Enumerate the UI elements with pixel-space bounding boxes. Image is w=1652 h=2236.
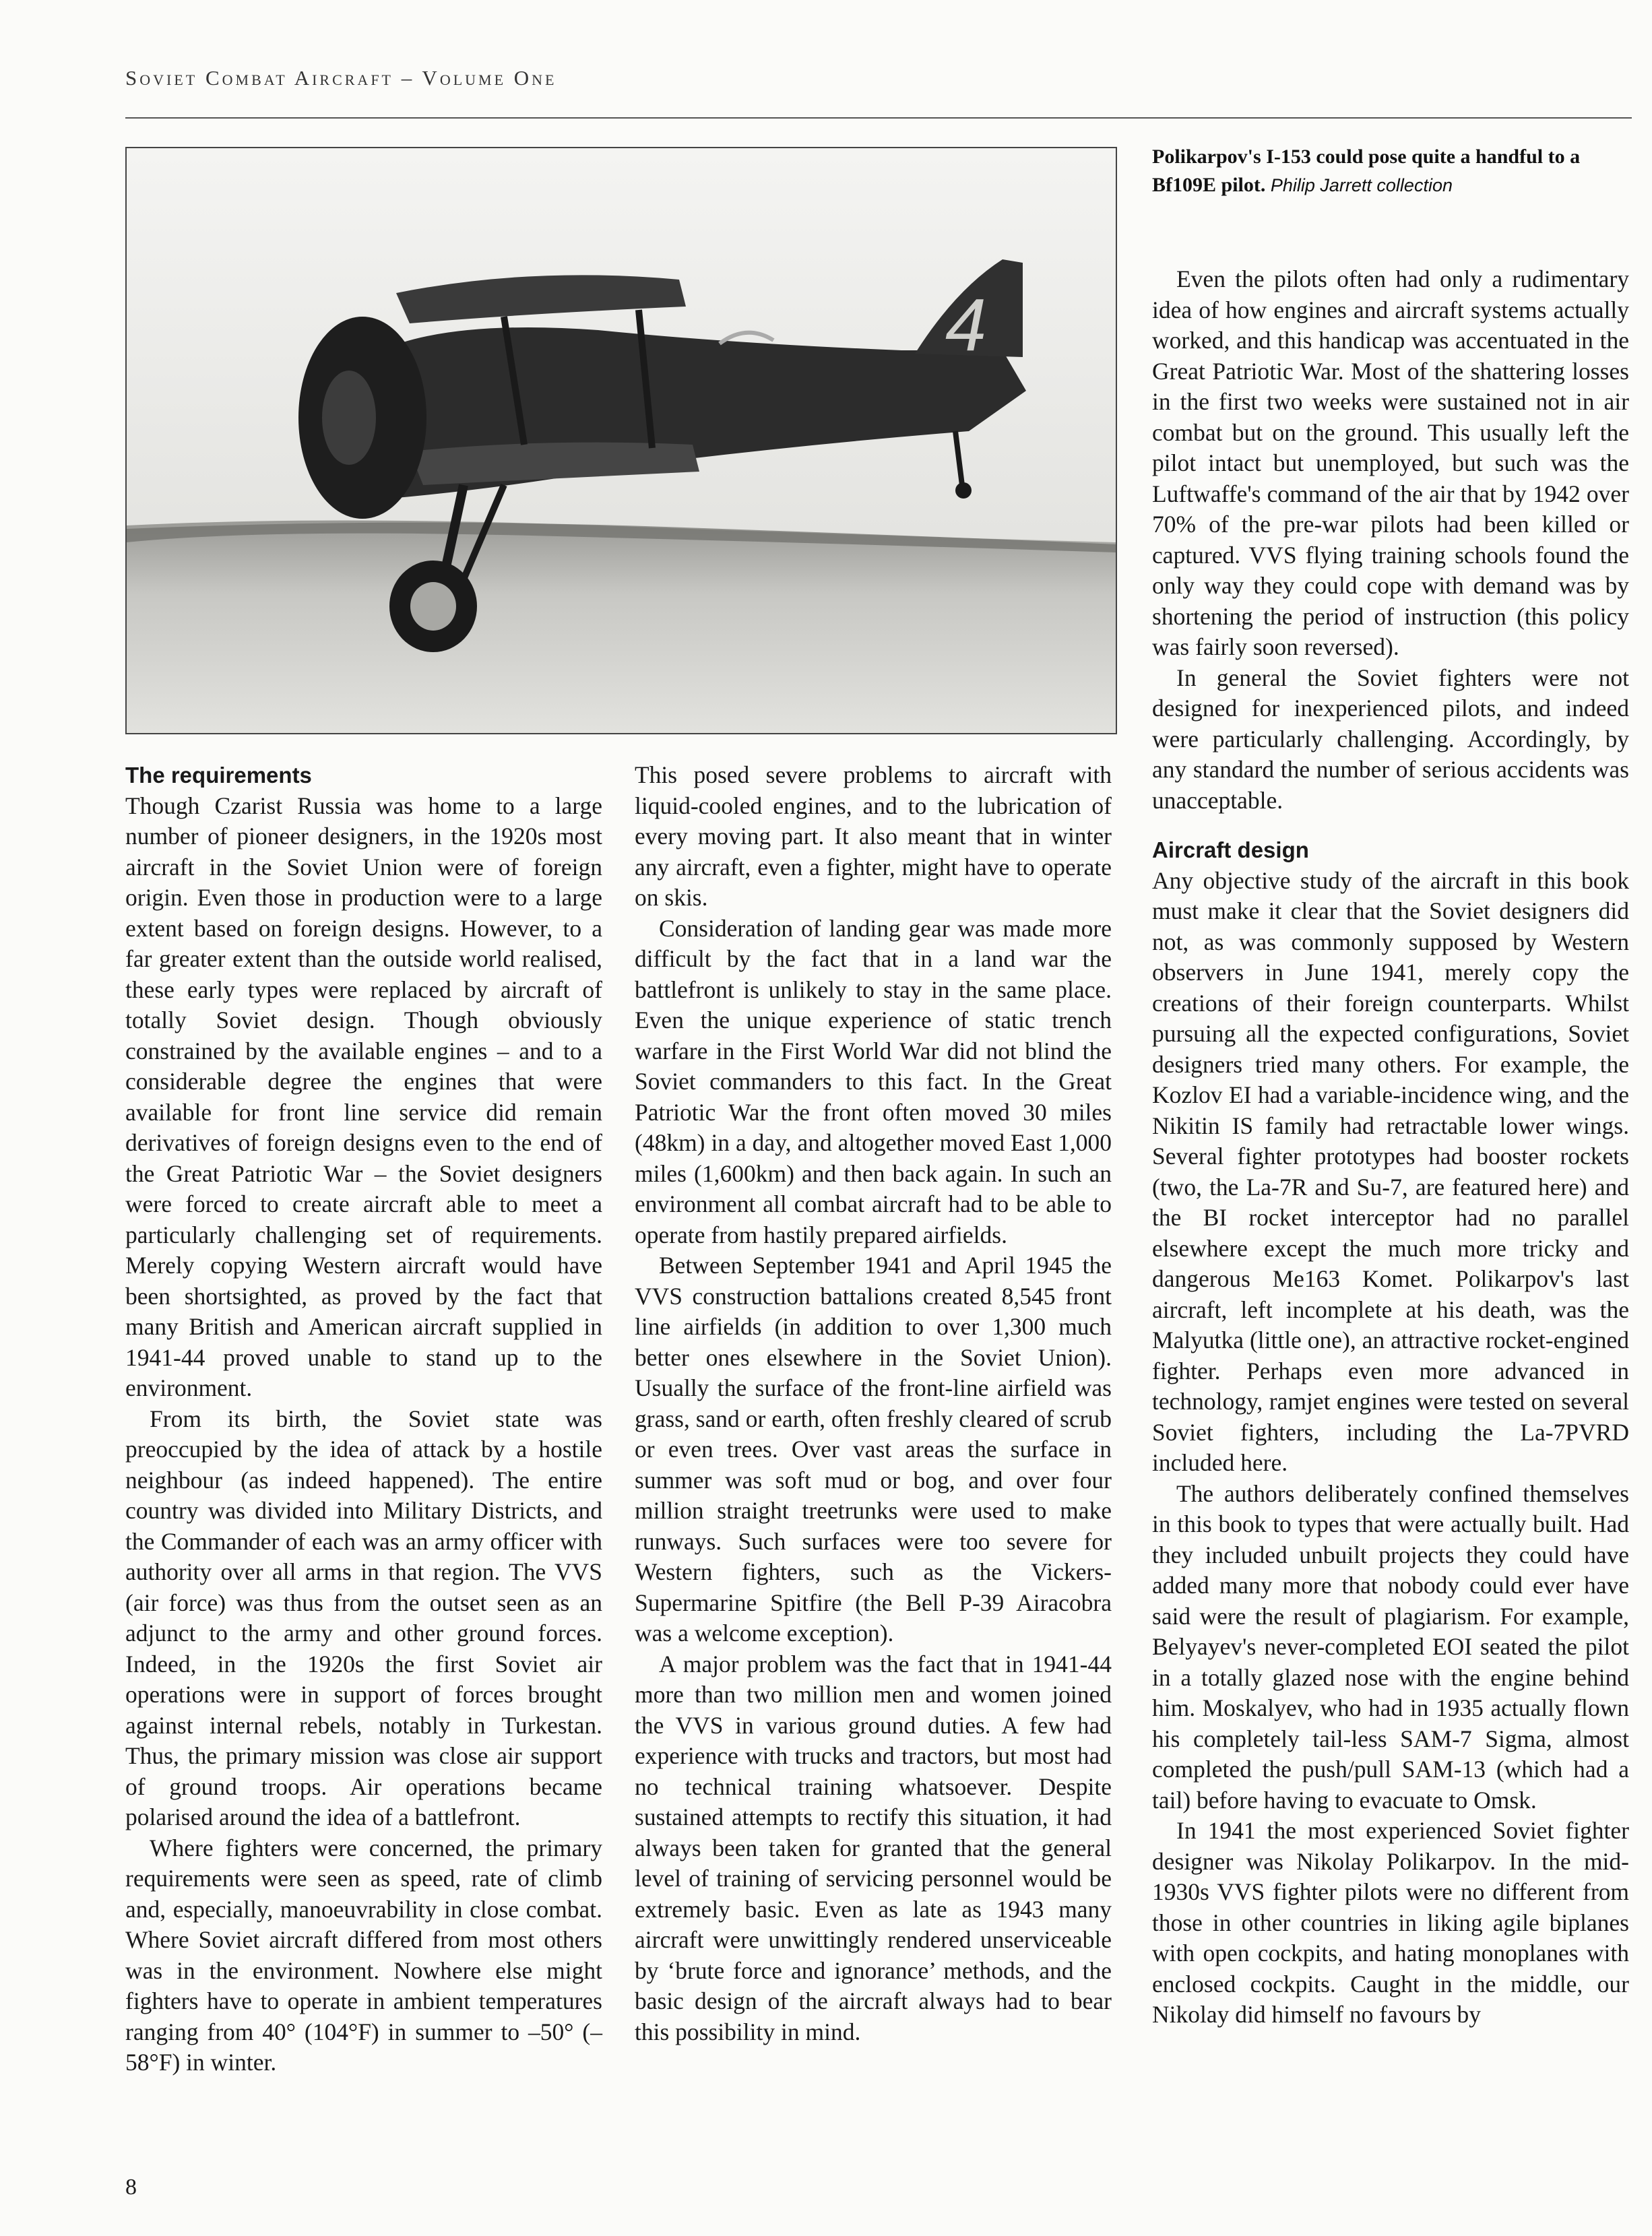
header-rule [125, 117, 1632, 119]
paragraph: A major problem was the fact that in 1941-44 more than two million men and women joined the VVS in various ground duties. A few had experience with trucks and tractors, but most had no technical training whatsoever. Despite sustained attempts to rectify this situation, it had always been taken for granted that the general level of training of servicing personnel would be extremely basic. Even as late as 1943 many aircraft were unwittingly rendered unserviceable by ‘brute force and ignorance’ methods, and the basic design of the aircraft always had to bear this possibility in mind. [635, 1650, 1112, 2045]
section-heading-aircraft-design: Aircraft design [1152, 837, 1309, 862]
paragraph: Though Czarist Russia was home to a large number of pioneer designers, in the 1920s most aircraft in the Soviet Union were of foreign origin. Even those in production were to a large extent based on foreign designs. However, to a far greater extent than the outside world realised, these early types were replaced by aircraft of totally Soviet design. Though obviously constrained by the available engines – and to a considerable degree the engines that were available for front line service did remain derivatives of foreign designs even to the end of the Great Patriotic War – the Soviet designers were forced to create aircraft able to meet a particularly challenging set of requirements. Merely copying Western aircraft would have been shortsighted, as proved by the fact that many British and American aircraft supplied in 1941-44 proved unable to stand up to the environment. [125, 792, 602, 1401]
text-column-2 [635, 760, 1112, 2047]
paragraph: The authors deliberately confined themselves in this book to types that were actually built. Had they included unbuilt projects they could have added many more that nobody could ever have said were the result of plagiarism. For example, Belyayev's never-completed EOI seated the pilot in a totally glazed nose with the engine behind him. Moskalyev, who had in 1935 actually flown his completely tail-less SAM-7 Sigma, almost completed the push/pull SAM-13 (which had a tail) before having to evacuate to Omsk. [1152, 1479, 1629, 1814]
propeller-hub [322, 371, 376, 465]
paragraph: Even the pilots often had only a rudimentary idea of how engines and aircraft systems actually worked, and this handicap was accentuated in the Great Patriotic War. Most of the shattering losses in the first two weeks were sustained not in air combat but on the ground. This usually left the pilot intact but unemployed, but such was the Luftwaffe's command of the air that by 1942 over 70% of the pre-war pilots had been killed or captured. VVS flying training schools found the only way they could cope with demand was by shortening the period of instruction (this policy was fairly soon reversed). [1152, 265, 1629, 660]
paragraph: From its birth, the Soviet state was preoccupied by the idea of attack by a hostile neighbour (as indeed happened). The entire country was divided into Military Districts, and the Commander of each was an army officer with authority over all arms in that region. The VVS (air force) was thus from the outset seen as an adjunct to the army and other ground forces. Indeed, in the 1920s the first Soviet air operations were in support of forces brought against internal rebels, notably in Turkestan. Thus, the primary mission was close air support of ground troops. Air operations became polarised around the idea of a battlefront. [125, 1405, 602, 1830]
paragraph: In 1941 the most experienced Soviet fighter designer was Nikolay Polikarpov. In the mid-1930s VVS fighter pilots were no different from those in other countries in liking agile biplanes with open cockpits, and hating monoplanes with enclosed cockpits. Caught in the middle, our Nikolay did himself no favours by [1152, 1817, 1629, 2028]
running-header: Soviet Combat Aircraft – Volume One [125, 66, 557, 90]
paragraph: Where fighters were concerned, the primary requirements were seen as speed, rate of climb and, especially, manoeuvrability in close combat. Where Soviet aircraft differed from most others was in the environment. Nowhere else might fighters have to operate in ambient temperatures ranging from 40° (104°F) in summer to –50° (–58°F) in winter. [125, 1834, 602, 2076]
paragraph: In general the Soviet fighters were not designed for inexperienced pilots, and indeed were particularly challenging. Accordingly, by any standard the number of serious accidents was unacceptable. [1152, 664, 1629, 814]
tail-number: 4 [945, 284, 987, 366]
caption-text: Polikarpov's I-153 could pose quite a handful to a Bf109E pilot. [1152, 146, 1581, 196]
i153-biplane-image [127, 148, 1116, 733]
paragraph: This posed severe problems to aircraft with liquid-cooled engines, and to the lubrication of every moving part. It also meant that in winter any aircraft, even a fighter, might have to operate on skis. [635, 761, 1112, 911]
section-heading-requirements: The requirements [125, 763, 312, 788]
aircraft-photo [125, 147, 1117, 734]
paragraph: Consideration of landing gear was made more difficult by the fact that in a land war the battlefront is unlikely to stay in the same place. Even the unique experience of static trench warfare in the First World War did not blind the Soviet commanders to this fact. In the Great Patriotic War the front often moved 30 miles (48km) in a day, and altogether moved East 1,000 miles (1,600km) and then back again. In such an environment all combat aircraft had to be able to operate from hastily prepared airfields. [635, 914, 1112, 1248]
photo-caption [1152, 143, 1630, 199]
paragraph: Between September 1941 and April 1945 the VVS construction battalions created 8,545 front line airfields (in addition to over 1,300 much better ones elsewhere in the Soviet Union). Usually the surface of the front-line airfield was grass, sand or earth, often freshly cleared of scrub or even trees. Over vast areas the surface in summer was soft mud or bog, and over four million straight treetrunks were used to make runways. Such surfaces were too severe for Western fighters, such as the Vickers-Supermarine Spitfire (the Bell P-39 Airacobra was a welcome exception). [635, 1252, 1112, 1647]
page-number: 8 [125, 2175, 137, 2200]
caption-credit: Philip Jarrett collection [1270, 175, 1453, 195]
airfield-ground [127, 521, 1116, 734]
text-column-1 [125, 760, 602, 2078]
text-column-3 [1152, 264, 1629, 2031]
paragraph: Any objective study of the aircraft in this book must make it clear that the Soviet designers did not, as was commonly supposed by Western observers in June 1941, merely copy the creations of their foreign counterparts. Whilst pursuing all the expected configurations, Soviet designers tried many others. For example, the Kozlov EI had a variable-incidence wing, and the Nikitin IS family had retractable lower wings. Several fighter prototypes had booster rockets (two, the La-7R and Su-7, are featured here) and the BI rocket interceptor had no parallel elsewhere except the much more tricky and dangerous Me163 Komet. Polikarpov's last aircraft, left incomplete at his death, was the Malyutka (little one), an attractive rocket-engined fighter. Perhaps even more advanced in technology, ramjet engines were tested on several Soviet fighters, including the La-7PVRD included here. [1152, 866, 1629, 1476]
